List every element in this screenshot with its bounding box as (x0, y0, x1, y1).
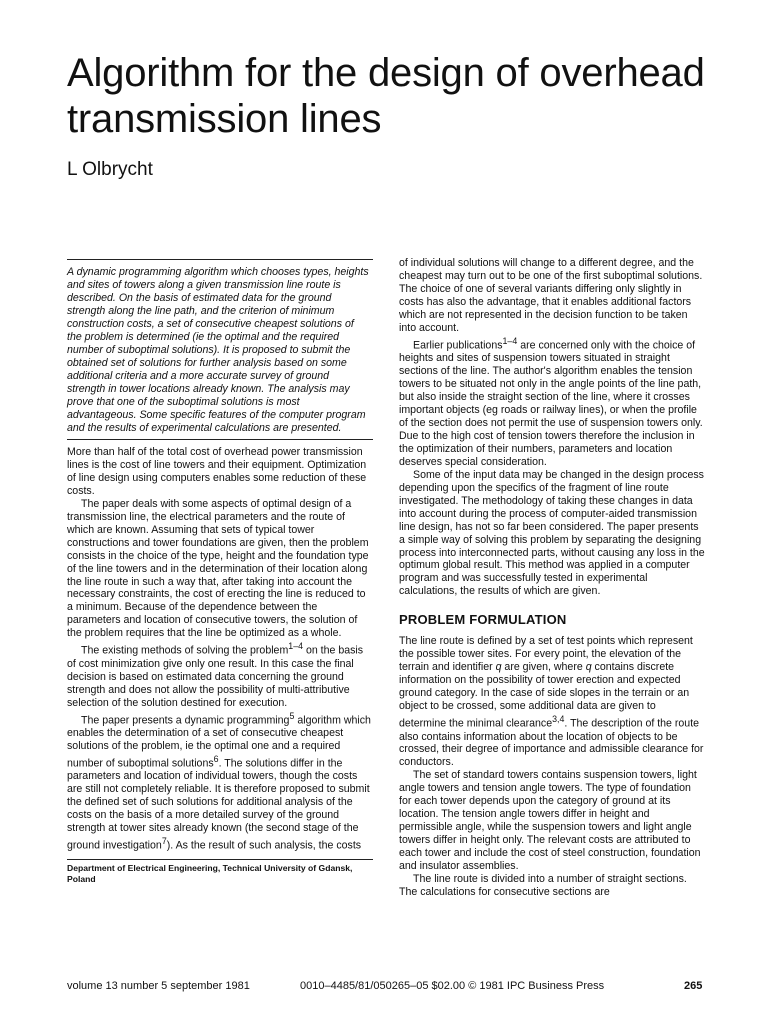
body-text: are given, where (501, 661, 586, 674)
right-column (399, 257, 705, 899)
body-text: contains discrete information on the possibility of tower erection and expected ground category. In the case of side slopes in the terrain or an object to be crossed, some additional data are given to determine the minimal clearance (399, 661, 690, 730)
body-paragraph (399, 335, 705, 469)
author-affiliation: Department of Electrical Engineering, Technical University of Gdansk, Poland (67, 862, 353, 884)
left-column (67, 259, 373, 885)
affiliation-rule (67, 859, 373, 860)
issn-copyright: 0010–4485/81/050265–05 $02.00 © 1981 IPC Business Press (300, 980, 605, 992)
author-name: L Olbrycht (67, 159, 153, 180)
abstract-top-rule (67, 259, 373, 260)
citation-ref: 1–4 (288, 641, 304, 652)
body-text: are concerned only with the choice of heights and sites of suspension towers situated in straight sections of the line. The author's algorithm enables the tension towers to be situated not only in the angle points of the line path, but also inside the straight section of the line, where it crosses important objects (eg roads or railway lines), or when the profile of the section does not permit the use of suspension towers only. Due to the high cost of tension towers therefore the inclusion in the optimization of their numbers, parameters and location deserves special consideration. (399, 339, 703, 468)
citation-ref: 7 (161, 836, 167, 847)
body-paragraph: The set of standard towers contains suspension towers, light angle towers and tension angle towers. The type of foundation for each tower depends upon the category of ground at its location. The tension angle towers differ in height and permissible angle, while the suspension towers and light angle towers differ in height only. The relevant costs are attributed to each tower and include the cost of steel construction, foundation and insulator assemblies. (399, 769, 701, 873)
body-paragraph: The line route is divided into a number of straight sections. The calculations for consecutive sections are (399, 873, 687, 898)
body-text: . The solutions differ in the parameters and location of individual towers, though the costs are still not completely reliable. It is therefore proposed to submit the defined set of such solutions for additional analysis of the costs on the basis of a more detailed survey of the ground strength at tower sites already known (the second stage of the ground investigation (67, 757, 370, 852)
body-text: ). As the result of such analysis, the costs (166, 839, 362, 852)
abstract-bottom-rule (67, 439, 373, 440)
body-text: The line route is defined by a set of test points which represent the possible tower sites. For every point, the elevation of the terrain and identifier (399, 635, 693, 674)
citation-ref: 3,4 (552, 714, 565, 725)
body-paragraph (67, 640, 373, 709)
body-text: Earlier publications (413, 339, 503, 352)
body-paragraph (399, 635, 705, 769)
citation-ref: 5 (289, 710, 295, 721)
body-text: on the basis of cost minimization give only one result. In this case the final decision is based on estimated data concerning the ground strength and does not allow the possibility of multi-attributive selection of the solution destined for execution. (67, 644, 364, 709)
body-paragraph: The paper deals with some aspects of optimal design of a transmission line, the electrical parameters and the route of which are known. Assuming that sets of typical tower constructions and tower foundations are given, then the problem consists in the choice of the type, height and the foundation type of the line towers and in the determination of their location along the line route in such a way that, after taking into account the necessary constraints, the cost of erecting the line is reduced to a minimum. Because of the dependence between the parameters and location of consecutive towers, the solution of the problem requires that the line be optimized as a whole. (67, 497, 369, 640)
body-paragraph (67, 710, 373, 853)
body-paragraph: of individual solutions will change to a different degree, and the cheapest may turn out to be one of the first suboptimal solutions. The choice of one of several variants differing only slightly in costs has also the advantage, that it enables additional factors which are not represented in the decision function to be taken into account. (399, 257, 703, 334)
variable-q: q (495, 661, 502, 674)
article-title: Algorithm for the design of overhead transmission lines (67, 51, 705, 141)
journal-issue: volume 13 number 5 september 1981 (67, 980, 250, 992)
citation-ref: 6 (213, 753, 219, 764)
body-paragraph: Some of the input data may be changed in the design process depending upon the specifics of the fragment of line route investigated. The methodology of taking these changes in data into account during the process of computer-aided transmission line design, has not so far been considered. The paper presents a simple way of solving this problem by separating the designing process into interconnected parts, without causing any loss in the optimum global result. This method was applied in a computer program and was successfully tested in experimental calculations, the results of which are given. (399, 468, 705, 598)
abstract: A dynamic programming algorithm which chooses types, heights and sites of towers along a given transmission line route is described. On the basis of estimated data for the ground strength along the line path, and the criterion of minimum construction costs, a set of consecutive cheapest solutions of the problem is determined (ie the optimal and the required number of suboptimal solutions). It is proposed to submit the obtained set of solutions for further analysis based on some additional criteria and a more accurate survey of ground strength in tower locations already known. The analysis may prove that one of the suboptimal solutions is most advantageous. Some specific features of the computer program and the results of experimental calculations are presented. (67, 266, 369, 434)
section-heading: PROBLEM FORMULATION (399, 612, 567, 628)
body-text: The paper presents a dynamic programming (81, 714, 290, 727)
body-text: The existing methods of solving the problem (81, 644, 289, 657)
page-number: 265 (684, 980, 703, 992)
citation-ref: 1–4 (502, 335, 518, 346)
body-paragraph: More than half of the total cost of overhead power transmission lines is the cost of line towers and their equipment. Optimization of line design using computers enables some reduction of these costs. (67, 446, 367, 497)
body-text: . The description of the route also contains information about the location of objects to be crossed, their degree of importance and admissible clearance for conductors. (399, 717, 704, 769)
variable-q: q (585, 661, 592, 674)
body-text: algorithm which enables the determination of a set of consecutive cheapest solutions of the problem, ie the optimal one and a required number of suboptimal solutions (67, 714, 371, 770)
